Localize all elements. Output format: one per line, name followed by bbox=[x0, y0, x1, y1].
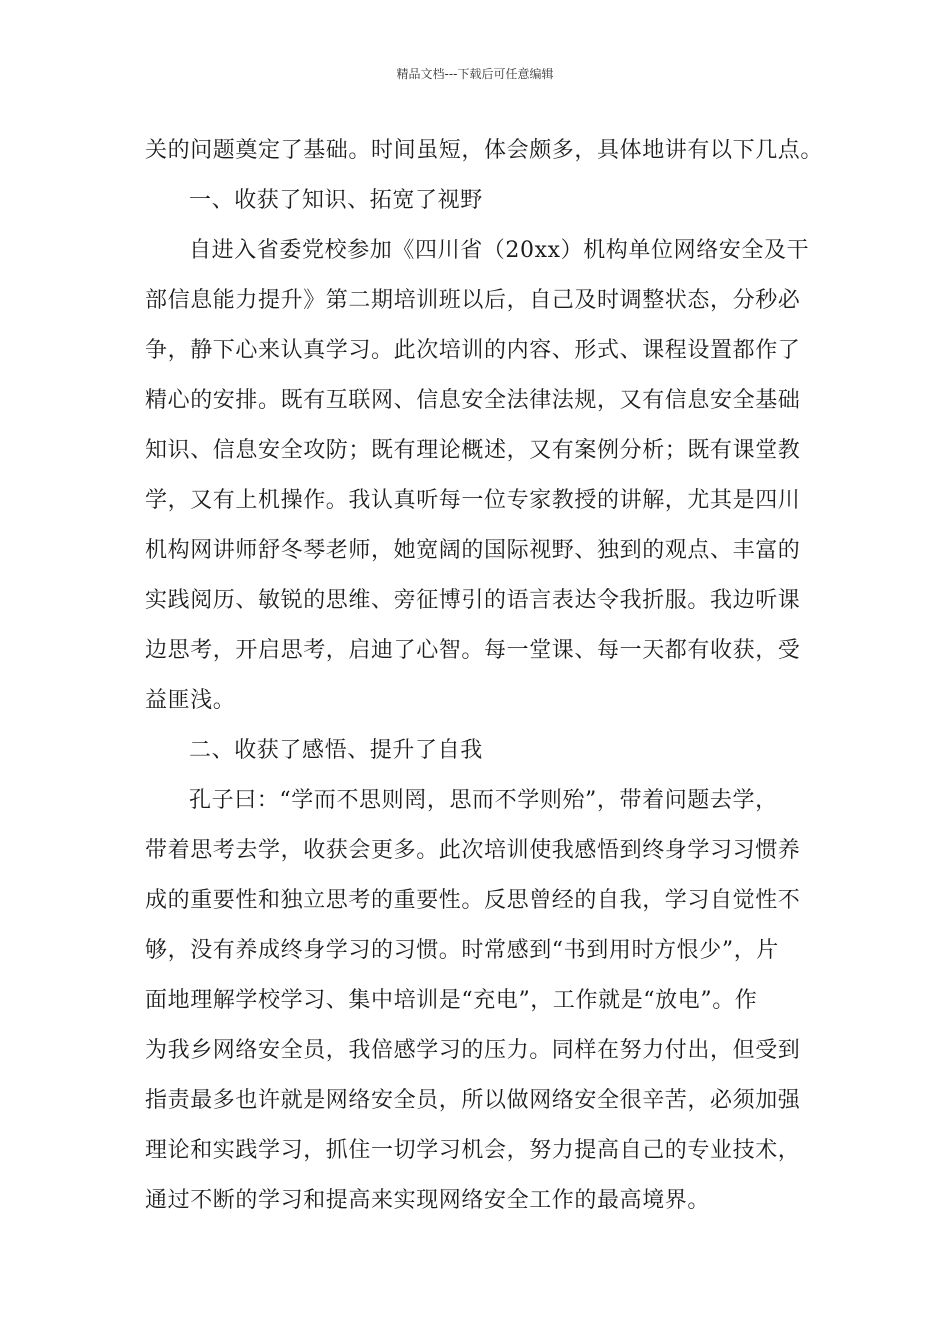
text-line: 一、收获了知识、拓宽了视野 bbox=[189, 188, 483, 213]
text-line: 指责最多也许就是网络安全员，所以做网络安全很辛苦，必须加强 bbox=[145, 1088, 801, 1113]
text-line: 二、收获了感悟、提升了自我 bbox=[189, 738, 483, 763]
text-line: 争，静下心来认真学习。此次培训的内容、形式、课程设置都作了 bbox=[145, 338, 801, 363]
text-line: 边思考，开启思考，启迪了心智。每一堂课、每一天都有收获，受 bbox=[145, 638, 801, 663]
text-line: 机构网讲师舒冬琴老师，她宽阔的国际视野、独到的观点、丰富的 bbox=[145, 538, 801, 563]
text-line: 面地理解学校学习、集中培训是“充电”，工作就是“放电”。作 bbox=[145, 988, 758, 1013]
document-body bbox=[145, 126, 824, 1226]
page-header: 精品文档---下载后可任意编辑 bbox=[396, 67, 554, 81]
text-line: 知识、信息安全攻防；既有理论概述，又有案例分析；既有课堂教 bbox=[145, 438, 801, 463]
text-line: 成的重要性和独立思考的重要性。反思曾经的自我，学习自觉性不 bbox=[145, 888, 801, 913]
text-line: 学，又有上机操作。我认真听每一位专家教授的讲解，尤其是四川 bbox=[145, 488, 801, 513]
text-line: 关的问题奠定了基础。时间虽短，体会颇多，具体地讲有以下几点。 bbox=[145, 138, 824, 163]
text-line: 部信息能力提升》第二期培训班以后，自己及时调整状态，分秒必 bbox=[145, 288, 801, 313]
text-line: 带着思考去学，收获会更多。此次培训使我感悟到终身学习习惯养 bbox=[145, 838, 801, 863]
text-line: 理论和实践学习，抓住一切学习机会，努力提高自己的专业技术， bbox=[145, 1138, 801, 1163]
text-line: 益匪浅。 bbox=[145, 688, 236, 713]
text-line: 为我乡网络安全员，我倍感学习的压力。同样在努力付出，但受到 bbox=[145, 1038, 801, 1063]
text-line: 孔子曰：“学而不思则罔，思而不学则殆”，带着问题去学， bbox=[189, 788, 778, 813]
text-line: 通过不断的学习和提高来实现网络安全工作的最高境界。 bbox=[145, 1188, 711, 1213]
text-line: 实践阅历、敏锐的思维、旁征博引的语言表达令我折服。我边听课 bbox=[145, 588, 801, 613]
text-line: 够，没有养成终身学习的习惯。时常感到“书到用时方恨少”，片 bbox=[145, 938, 779, 963]
text-line: 自进入省委党校参加《四川省（20xx）机构单位网络安全及干 bbox=[189, 238, 810, 263]
text-line: 精心的安排。既有互联网、信息安全法律法规，又有信息安全基础 bbox=[145, 388, 801, 413]
